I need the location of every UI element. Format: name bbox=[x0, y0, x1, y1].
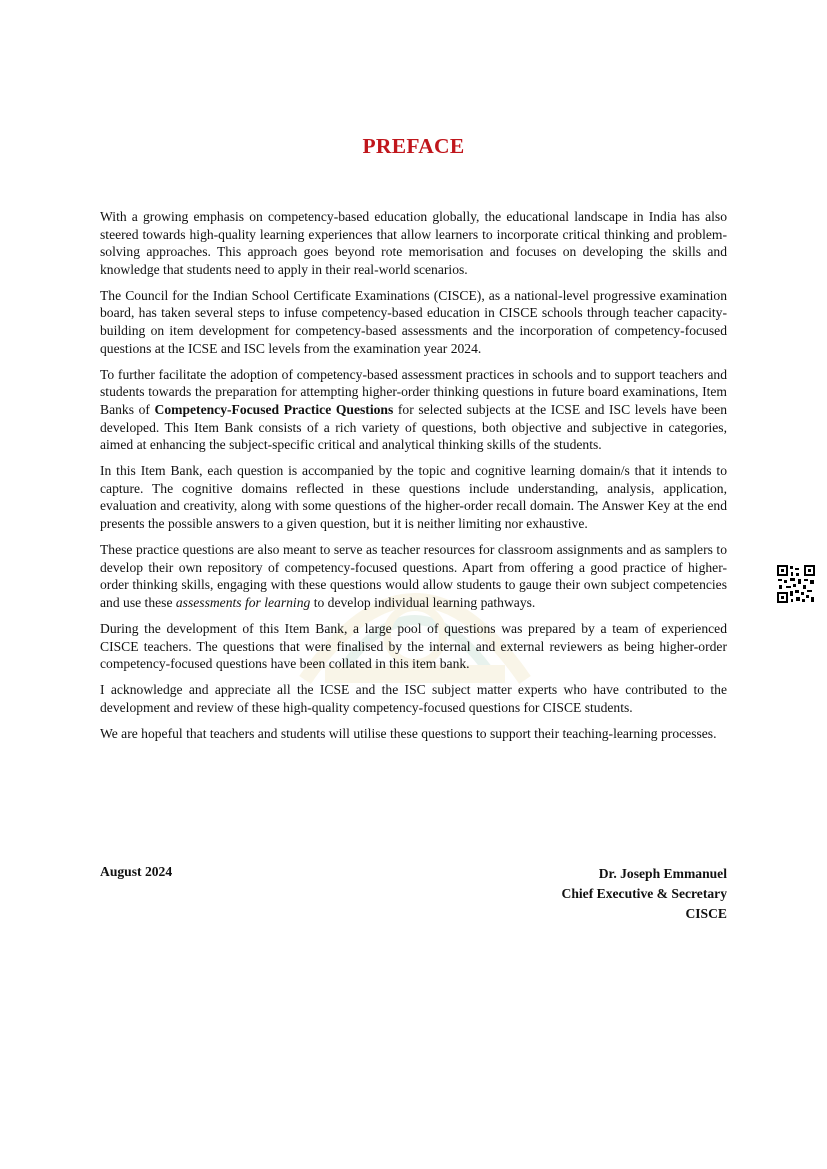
qr-code-icon[interactable] bbox=[776, 564, 816, 604]
signatory-name: Dr. Joseph Emmanuel bbox=[598, 866, 727, 881]
paragraph-3: To further facilitate the adoption of competency-based assessment practices in schools and to support teachers and students towards the preparation for attempting higher-order thinking questions in future board examinations, Item Banks of Competency-Focused Practice Questions for selected subjects at the ICSE and ISC levels have been developed. This Item Bank consists of a rich variety of questions, both objective and subjective in categories, aimed at enhancing the subject-specific critical and analytical thinking skills of the students. bbox=[100, 366, 727, 453]
page-title: PREFACE bbox=[362, 134, 465, 158]
paragraph-1: With a growing emphasis on competency-based education globally, the educational landscape in India has also steered towards high-quality learning experiences that allow learners to incorporate critical thinking and problem-solving approaches. This approach goes beyond rote memorisation and focuses on developing the skills and knowledge that students need to apply in their real-world scenarios. bbox=[100, 209, 727, 277]
paragraph-5: These practice questions are also meant to serve as teacher resources for classroom assignments and as samplers to develop their own repository of competency-focused questions. Apart from offering a good practice of higher-order thinking skills, engaging with these questions would allow students to gauge their own subject competencies and use these assessments for learning to develop individual learning pathways. bbox=[100, 542, 727, 610]
signatory-org: CISCE bbox=[685, 906, 727, 921]
signatory-role: Chief Executive & Secretary bbox=[561, 886, 727, 901]
paragraph-4: In this Item Bank, each question is accompanied by the topic and cognitive learning domain/s that it intends to capture. The cognitive domains reflected in these questions include understanding, analysis, application, evaluation and creativity, along with some questions of the higher-order recall domain. The Answer Key at the end presents the possible answers to a given question, but it is neither limiting nor exhaustive. bbox=[100, 463, 727, 531]
paragraph-8: We are hopeful that teachers and students will utilise these questions to support their teaching-learning processes. bbox=[100, 725, 717, 741]
paragraph-6: During the development of this Item Bank, a large pool of questions was prepared by a team of experienced CISCE teachers. The questions that were finalised by the internal and external reviewers as being higher-order competency-focused questions have been collated in this item bank. bbox=[100, 620, 727, 672]
item-bank-name: Competency-Focused Practice Questions bbox=[154, 401, 394, 417]
paragraph-7: I acknowledge and appreciate all the ICSE and the ISC subject matter experts who have contributed to the development and review of these high-quality competency-focused questions for CISCE students. bbox=[100, 682, 727, 715]
paragraph-2: The Council for the Indian School Certificate Examinations (CISCE), as a national-level progressive examination board, has taken several steps to infuse competency-based education in CISCE schools through teacher capacity-building on item development for competency-based assessments and the incorporation of competency-focused questions at the ICSE and ISC levels from the examination year 2024. bbox=[100, 287, 727, 356]
preface-body bbox=[100, 208, 727, 751]
date: August 2024 bbox=[100, 864, 173, 879]
signature-block bbox=[562, 864, 727, 924]
emphasis-text: assessments for learning bbox=[175, 594, 311, 610]
